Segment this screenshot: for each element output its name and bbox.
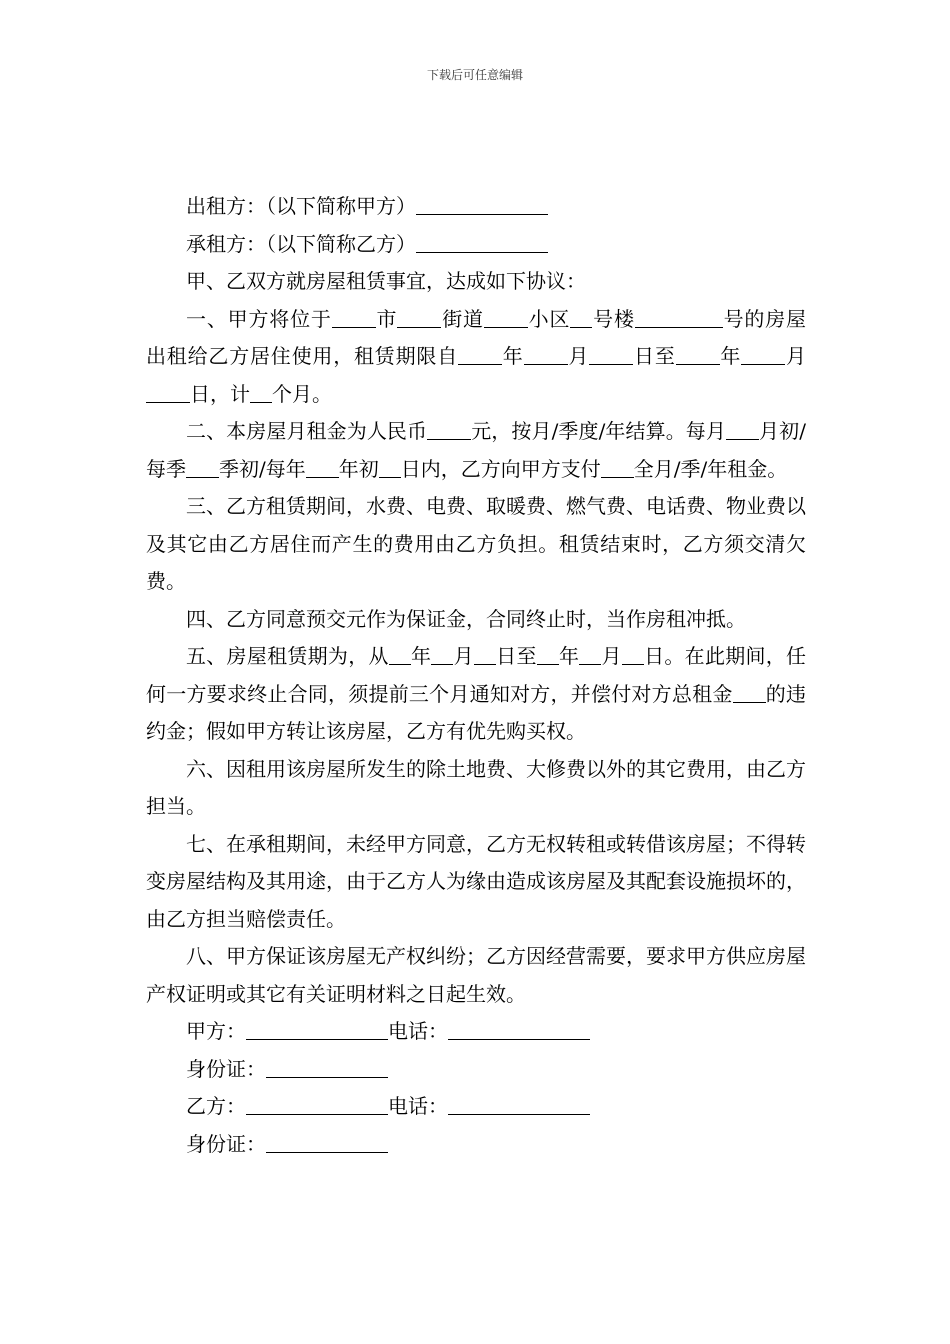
blank-line xyxy=(306,456,339,478)
id-label-a: 身份证： xyxy=(186,1056,266,1081)
blank-party-b xyxy=(246,1093,388,1115)
id-label-b: 身份证： xyxy=(186,1131,266,1156)
party-b-label: 乙方： xyxy=(186,1094,246,1118)
text-segment: 五、房屋租赁期为，从 xyxy=(186,644,389,668)
blank-phone-b xyxy=(448,1093,590,1115)
text-segment: 年 xyxy=(502,344,524,368)
blank-line xyxy=(726,418,759,440)
blank-line xyxy=(427,418,471,440)
page-header: 下载后可任意编辑 xyxy=(426,68,523,82)
blank-line xyxy=(250,381,272,403)
party-a-id-line xyxy=(146,1051,806,1089)
blank-line xyxy=(741,343,785,365)
blank-line xyxy=(537,643,559,665)
blank-line xyxy=(589,343,633,365)
text-segment: 月 xyxy=(453,644,474,668)
blank-line xyxy=(484,306,528,328)
blank-id-b xyxy=(266,1131,388,1153)
blank-party-a xyxy=(246,1018,388,1040)
blank-line xyxy=(676,343,720,365)
blank-line xyxy=(431,643,453,665)
text-segment: 小区 xyxy=(527,306,571,331)
blank-line xyxy=(146,381,190,403)
text-segment: 二、本房屋月租金为人民币 xyxy=(186,419,428,443)
phone-label-a: 电话： xyxy=(388,1019,448,1043)
clause-4: 四、乙方同意预交元作为保证金，合同终止时，当作房租冲抵。 xyxy=(186,606,746,631)
text-segment: 市 xyxy=(375,306,398,331)
clause-5 xyxy=(146,638,806,751)
text-segment: 月 xyxy=(567,344,590,368)
text-segment: 日至 xyxy=(633,344,676,368)
text-segment: 号楼 xyxy=(592,306,635,331)
clause-1 xyxy=(146,301,806,414)
clause-2 xyxy=(146,413,806,488)
blank-line xyxy=(579,643,601,665)
blank-line xyxy=(635,306,723,328)
blank-line xyxy=(570,306,592,328)
text-segment: 街道 xyxy=(441,306,484,331)
text-segment: 季初/每年 xyxy=(219,456,306,481)
blank-line xyxy=(397,306,441,328)
blank-line xyxy=(332,306,376,328)
text-segment: 年 xyxy=(719,344,742,368)
phone-label-b: 电话： xyxy=(388,1094,448,1118)
text-segment: 号的房屋出租给乙方居住使用，租赁期限自 xyxy=(146,306,807,368)
party-a-line xyxy=(146,1013,806,1051)
blank-lessee xyxy=(416,231,548,253)
blank-line xyxy=(458,343,502,365)
clause-7: 七、在承租期间，未经甲方同意，乙方无权转租或转借该房屋；不得转变房屋结构及其用途，由于乙方人为缘由造成该房屋及其配套设施损坏的，由乙方担当赔偿责任。 xyxy=(146,831,806,931)
lessee-line xyxy=(146,226,806,264)
text-segment: 日至 xyxy=(495,644,537,668)
text-segment: 个月。 xyxy=(272,381,332,406)
text-segment: 年 xyxy=(410,644,432,668)
text-segment: 元，按月/季度/年结算。每月 xyxy=(471,419,726,443)
clause-6: 六、因租用该房屋所发生的除土地费、大修费以外的其它费用，由乙方担当。 xyxy=(146,756,806,818)
text-segment: 月 xyxy=(785,344,807,368)
blank-line xyxy=(186,456,219,478)
blank-lessor xyxy=(416,193,548,215)
blank-line xyxy=(379,456,401,478)
text-segment: 月初/每季 xyxy=(146,419,806,481)
party-b-line xyxy=(146,1088,806,1126)
clause-3: 三、乙方租赁期间，水费、电费、取暖费、燃气费、电话费、物业费以及其它由乙方居住而产生的费用由乙方负担。租赁结束时，乙方须交清欠费。 xyxy=(146,494,806,593)
text-segment: 日，计 xyxy=(190,381,250,406)
text-segment: 日。在此期间，任何一方要求终止合同，须提前三个月通知对方，并偿付对方总租金 xyxy=(146,644,807,706)
contract-body xyxy=(146,188,806,1163)
lessor-line xyxy=(146,188,806,226)
blank-line xyxy=(474,643,496,665)
clause-8: 八、甲方保证该房屋无产权纠纷；乙方因经营需要，要求甲方供应房屋产权证明或其它有关证明材料之日起生效。 xyxy=(146,944,806,1006)
blank-phone-a xyxy=(448,1018,590,1040)
text-segment: 月 xyxy=(601,644,622,668)
blank-line xyxy=(389,643,411,665)
text-segment: 日内，乙方向甲方支付 xyxy=(400,456,601,481)
party-b-id-line xyxy=(146,1126,806,1164)
text-segment: 的违约金；假如甲方转让该房屋，乙方有优先购买权。 xyxy=(146,681,807,743)
lessor-label: 出租方：（以下简称甲方） xyxy=(186,194,416,218)
intro-line: 甲、乙双方就房屋租赁事宜，达成如下协议： xyxy=(186,269,586,293)
lessee-label: 承租方：（以下简称乙方） xyxy=(186,231,416,256)
text-segment: 一、甲方将位于 xyxy=(186,306,332,331)
party-a-label: 甲方： xyxy=(186,1019,246,1043)
text-segment: 年 xyxy=(558,644,580,668)
text-segment: 年初 xyxy=(338,456,379,481)
text-segment: 全月/季/年租金。 xyxy=(633,456,788,481)
blank-line xyxy=(733,681,766,703)
blank-line xyxy=(622,643,644,665)
blank-line xyxy=(601,456,634,478)
blank-id-a xyxy=(266,1056,388,1078)
blank-line xyxy=(524,343,568,365)
